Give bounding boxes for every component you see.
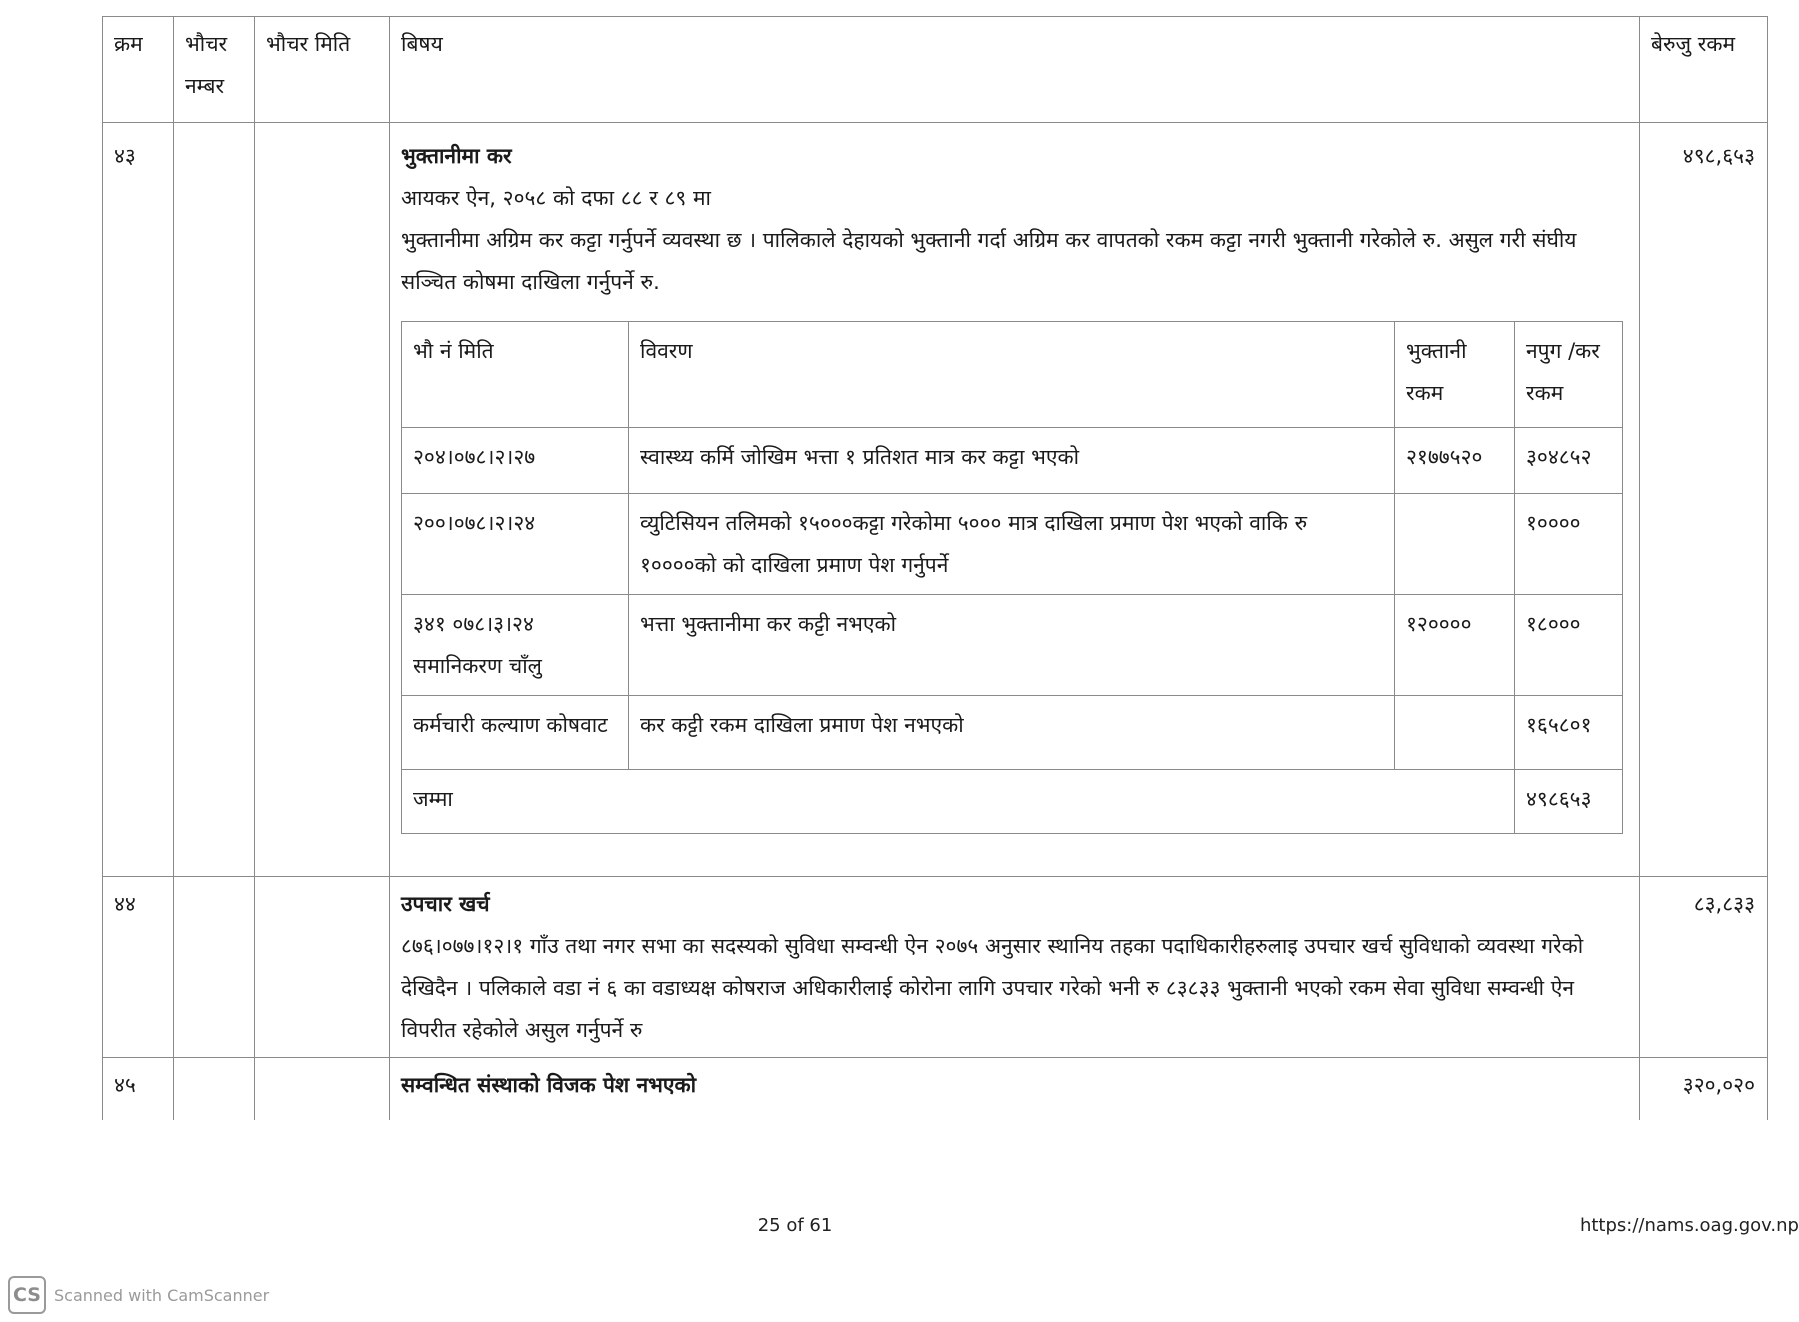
tax-header-payment: भुक्तानी रकम (1395, 322, 1515, 428)
tax-row-date: २०४।०७८।२।२७ (402, 428, 629, 494)
table-row (103, 1058, 1768, 1120)
row-number: ४५ (103, 1058, 174, 1120)
row-voucher-date (255, 123, 390, 877)
row-subject (390, 123, 1640, 877)
subject-title: सम्वन्धित संस्थाको विजक पेश नभएको (401, 1073, 697, 1097)
tax-header-date: भौ नं मिति (402, 322, 629, 428)
tax-detail-row (402, 595, 1623, 696)
header-kram: क्रम (103, 17, 174, 123)
tax-detail-table (401, 321, 1623, 834)
row-amount: ८३,८३३ (1640, 877, 1768, 1058)
tax-total-value: ४९८६५३ (1515, 770, 1623, 834)
source-url: https://nams.oag.gov.np (1579, 1215, 1799, 1236)
camscanner-watermark (8, 1276, 269, 1314)
tax-header-tax: नपुग /कर रकम (1515, 322, 1623, 428)
subject-title: भुक्तानीमा कर (401, 144, 512, 168)
tax-detail-row (402, 428, 1623, 494)
row-voucher-number (174, 877, 255, 1058)
row-voucher-number (174, 123, 255, 877)
row-voucher-date (255, 877, 390, 1058)
header-voucher-number: भौचर नम्बर (174, 17, 255, 123)
tax-row-tax: १६५८०१ (1515, 696, 1623, 770)
header-subject: बिषय (390, 17, 1640, 123)
row-number: ४४ (103, 877, 174, 1058)
subject-title: उपचार खर्च (401, 892, 490, 916)
row-amount: ४९८,६५३ (1640, 123, 1768, 877)
tax-row-detail: स्वास्थ्य कर्मि जोखिम भत्ता १ प्रतिशत मात्र कर कट्टा भएको (629, 428, 1395, 494)
tax-row-tax: १८००० (1515, 595, 1623, 696)
tax-row-detail: भत्ता भुक्तानीमा कर कट्टी नभएको (629, 595, 1395, 696)
tax-row-detail: व्युटिसियन तलिमको १५०००कट्टा गरेकोमा ५००० मात्र दाखिला प्रमाण पेश भएको वाकि रु १००००को को दाखिला प्रमाण पेश गर्नुपर्ने (629, 494, 1395, 595)
tax-detail-row (402, 494, 1623, 595)
tax-detail-header-row (402, 322, 1623, 428)
row-amount: ३२०,०२० (1640, 1058, 1768, 1120)
header-voucher-date: भौचर मिति (255, 17, 390, 123)
row-subject (390, 877, 1640, 1058)
tax-row-detail: कर कट्टी रकम दाखिला प्रमाण पेश नभएको (629, 696, 1395, 770)
tax-row-date: कर्मचारी कल्याण कोषवाट (402, 696, 629, 770)
header-beruju-amount: बेरुजु रकम (1640, 17, 1768, 123)
tax-row-date: ३४१ ०७८।३।२४ समानिकरण चाँलु (402, 595, 629, 696)
camscanner-logo-icon: CS (8, 1276, 46, 1314)
tax-row-payment: २१७७५२० (1395, 428, 1515, 494)
tax-header-detail: विवरण (629, 322, 1395, 428)
tax-row-tax: ३०४८५२ (1515, 428, 1623, 494)
row-subject (390, 1058, 1640, 1120)
row-voucher-number (174, 1058, 255, 1120)
table-row (103, 123, 1768, 877)
watermark-text: Scanned with CamScanner (54, 1285, 270, 1305)
audit-table (102, 16, 1768, 1120)
tax-row-payment (1395, 696, 1515, 770)
tax-row-payment (1395, 494, 1515, 595)
tax-row-tax: १०००० (1515, 494, 1623, 595)
tax-row-payment: १२०००० (1395, 595, 1515, 696)
subject-act: आयकर ऐन, २०५८ को दफा ८८ र ८९ मा (401, 186, 711, 210)
tax-row-date: २००।०७८।२।२४ (402, 494, 629, 595)
tax-total-label: जम्मा (402, 770, 1515, 834)
subject-description: ८७६।०७७।१२।१ गाँउ तथा नगर सभा का सदस्यको सुविधा सम्वन्धी ऐन २०७५ अनुसार स्थानिय तहका पदाधिकारीहरुलाइ उपचार खर्च सुविधाको व्यवस्था गरेको देखिदैन । पलिकाले वडा नं ६ का वडाध्यक्ष कोषराज अधिकारीलाई कोरोना लागि उपचार गरेको भनी रु ८३८३३ भुक्तानी भएको रकम सेवा सुविधा सम्वन्धी ऐन विपरीत रहेकोले असुल गर्नुपर्ने रु (401, 934, 1584, 1042)
header-row (103, 17, 1768, 123)
subject-description: भुक्तानीमा अग्रिम कर कट्टा गर्नुपर्ने व्यवस्था छ । पालिकाले देहायको भुक्तानी गर्दा अग्रिम कर वापतको रकम कट्टा नगरी भुक्तानी गरेकोले रु. असुल गरी संघीय सञ्चित कोषमा दाखिला गर्नुपर्ने रु. (401, 228, 1577, 294)
tax-detail-row (402, 696, 1623, 770)
row-number: ४३ (103, 123, 174, 877)
row-voucher-date (255, 1058, 390, 1120)
tax-total-row (402, 770, 1623, 834)
table-row (103, 877, 1768, 1058)
page-number: 25 of 61 (757, 1215, 833, 1236)
